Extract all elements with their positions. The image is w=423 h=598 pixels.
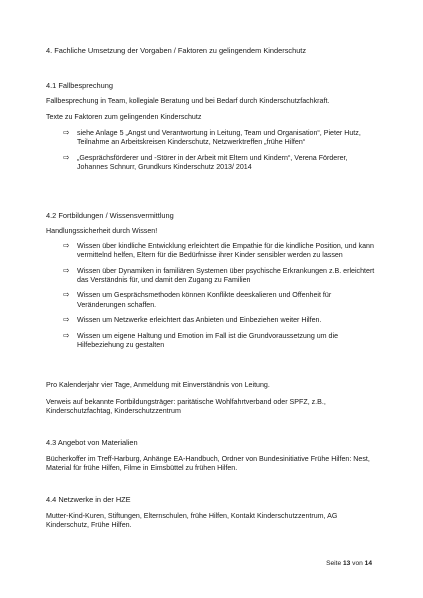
- page-of-label: von: [352, 560, 363, 567]
- section-4-heading: 4. Fachliche Umsetzung der Vorgaben / Faktoren zu gelingendem Kinderschutz: [46, 46, 307, 55]
- arrow-right-outline-icon: ⇨: [63, 330, 70, 340]
- arrow-right-outline-icon: ⇨: [63, 241, 70, 250]
- page-footer: [326, 560, 372, 569]
- list-item-text: Wissen über Dynamiken in familiären Systemen über psychische Erkrankungen z.B. erleichtert das Verständnis für, und damit den Zugang zu Familien: [77, 266, 375, 285]
- section-4-1-text-faktoren: Texte zu Faktoren zum gelingenden Kinderschutz: [46, 113, 202, 121]
- list-item-text: Wissen um Netzwerke erleichtert das Anbieten und Einbeziehen weiter Hilfen.: [77, 316, 322, 325]
- arrow-right-outline-icon: ⇨: [63, 290, 70, 300]
- list-item: [46, 316, 376, 325]
- section-4-2-intro: Handlungssicherheit durch Wissen!: [46, 227, 158, 235]
- section-4-3-text: Bücherkoffer im Treff-Harburg, Anhänge EA-Handbuch, Ordner von Bundesinitiative Frühe Hilfen: Nest, Material für frühe Hilfen, Filme in Eimsbüttel zu frühen Hilfen.: [46, 455, 370, 473]
- list-item: [46, 129, 376, 148]
- section-4-4-text: Mutter-Kind-Kuren, Stiftungen, Elternschulen, frühe Hilfen, Kontakt Kinderschutzzentrum, AG Kinderschutz, Frühe Hilfen.: [46, 512, 338, 530]
- section-4-2-text-verweis: Verweis auf bekannte Fortbildungsträger: paritätische Wohlfahrtverband oder SPFZ, z.B., Kinderschutzfachtag, Kinderschutzzentrum: [46, 398, 326, 416]
- section-4-1-heading: 4.1 Fallbesprechung: [46, 81, 113, 90]
- list-item-text: „Gesprächsförderer und -Störer in der Arbeit mit Eltern und Kindern“, Verena Förderer, Johannes Schnurr, Grundkurs Kinderschutz 2013/ 2014: [77, 153, 348, 172]
- total-pages-number: 14: [364, 560, 372, 567]
- section-4-3-heading: 4.3 Angebot von Materialien: [46, 438, 138, 447]
- section-4-2-heading: 4.2 Fortbildungen / Wissensvermittlung: [46, 211, 174, 220]
- section-4-1-text-fallbesprechung: Fallbesprechung in Team, kollegiale Beratung und bei Bedarf durch Kinderschutzfachkraft.: [46, 97, 330, 105]
- arrow-right-outline-icon: ⇨: [63, 152, 70, 162]
- current-page-number: 13: [342, 560, 351, 567]
- arrow-right-outline-icon: ⇨: [63, 265, 70, 275]
- list-item: [46, 267, 376, 286]
- section-4-2-list: [46, 242, 376, 356]
- arrow-right-outline-icon: ⇨: [63, 315, 70, 325]
- section-4-4-heading: 4.4 Netzwerke in der HZE: [46, 495, 131, 504]
- section-4-2-text-kalenderjahr: Pro Kalenderjahr vier Tage, Anmeldung mit Einverständnis von Leitung.: [46, 381, 270, 389]
- list-item-text: Wissen über kindliche Entwicklung erleichtert die Empathie für die kindliche Position, und kann vermittelnd helfen, Eltern für die Bedürfnisse ihrer Kinder sensibler werden zu lassen: [77, 242, 374, 260]
- section-4-1-list: [46, 129, 376, 178]
- list-item: [46, 242, 376, 261]
- list-item: [46, 154, 376, 173]
- list-item-text: siehe Anlage 5 „Angst und Verantwortung in Leitung, Team und Organisation“, Pieter Hutz, Teilnahme an Arbeitskreisen Kinderschutz, Netzwerktreffen „frühe Hilfen“: [77, 129, 361, 147]
- arrow-right-outline-icon: ⇨: [63, 128, 70, 137]
- page-label: Seite: [326, 560, 342, 567]
- list-item-text: Wissen um Gesprächsmethoden können Konflikte deeskalieren und Offenheit für Veränderungen schaffen.: [77, 291, 332, 309]
- list-item-text: Wissen um eigene Haltung und Emotion im Fall ist die Grundvoraussetzung um die Hilfebeziehung zu gestalten: [77, 331, 339, 349]
- list-item: [46, 332, 376, 351]
- list-item: [46, 291, 376, 310]
